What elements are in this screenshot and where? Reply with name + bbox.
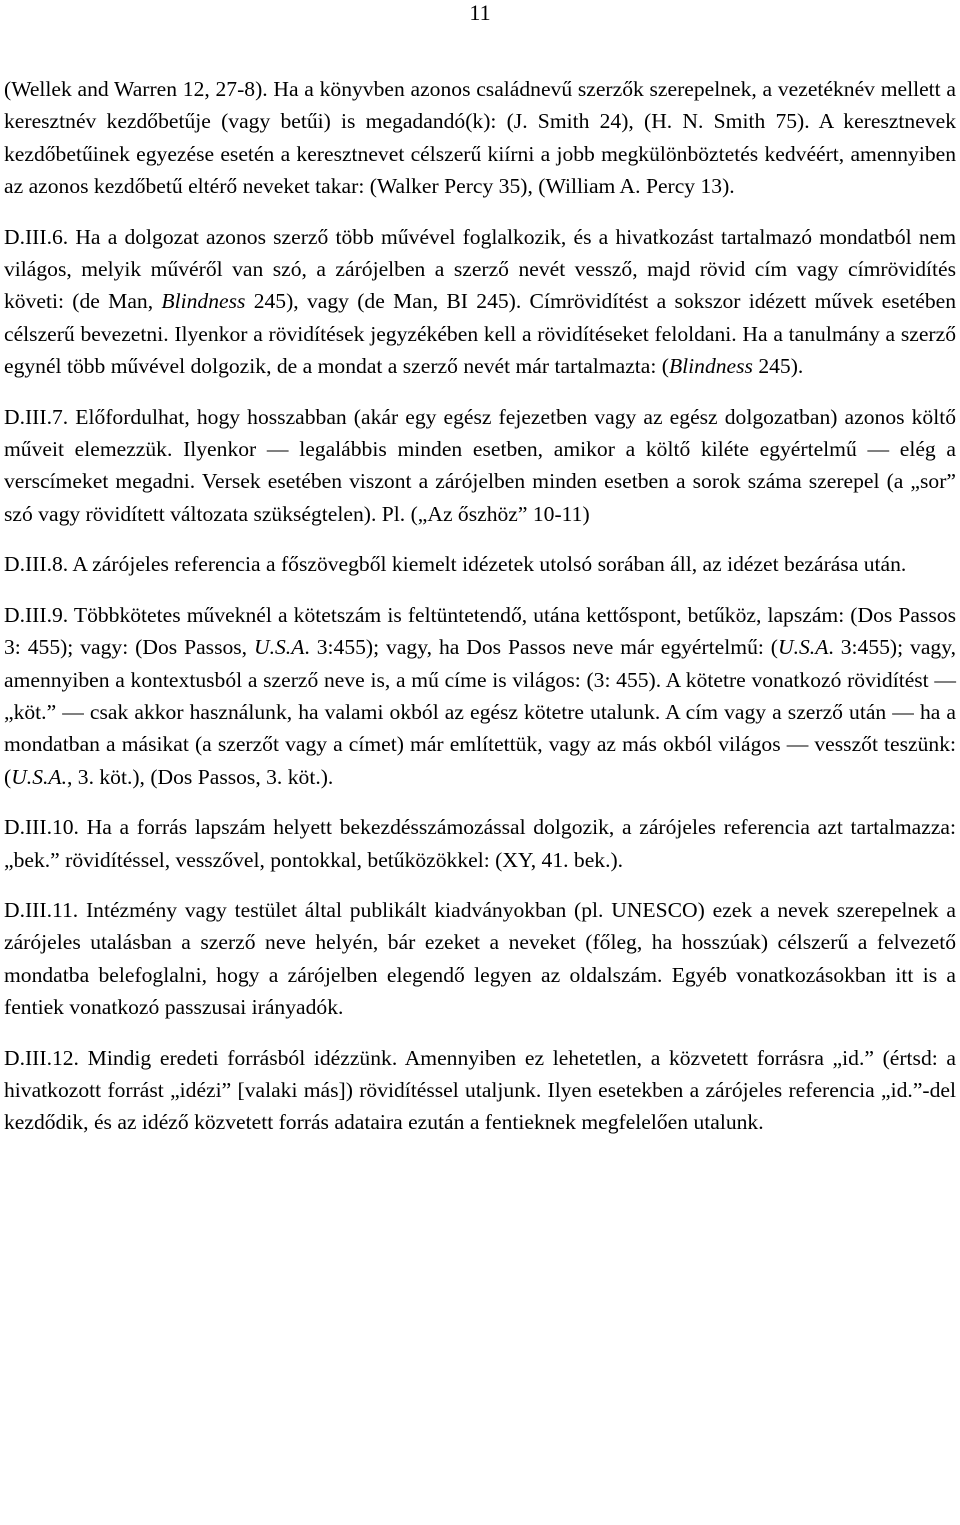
paragraph-d-iii-9 bbox=[4, 599, 956, 793]
italic-title: Blindness bbox=[161, 289, 246, 314]
text-segment: D.III.7. Előfordulhat, hogy hosszabban (akár egy egész fejezetben vagy az egész dolgozatban) azonos költő műveit elemezzük. Ilyenkor — legalábbis minden esetben, amikor a költő kiléte egyértelmű — elég a verscímeket megadni. Versek esetében viszont a zárójelben minden esetben a sorok száma szerepel (a „sor” szó vagy rövidített változata szükségtelen). Pl. („Az őszhöz” 10-11) bbox=[4, 404, 956, 526]
paragraph-d-iii-6 bbox=[4, 221, 956, 383]
italic-title: U.S.A bbox=[254, 635, 305, 660]
document-body bbox=[4, 73, 956, 1139]
text-segment: . 3:455); vagy, amennyiben a kontextusból a szerző neve is, a mű címe is világos: (3: 455). A kötetre vonatkozó rövidítést — „köt.” — csak akkor használunk, ha valami okból az egész kötetre utalunk. A cím vagy a szerző után — ha a mondatban a másikat (a szerzőt vagy a címet) már említettük, vagy az más okból világos — vesszőt teszünk: ( bbox=[4, 635, 957, 789]
page-number: 11 bbox=[469, 0, 491, 25]
text-segment: 245), vagy (de Man, BI 245). Címrövidítést a sokszor idézett művek esetében célszerű bevezetni. Ilyenkor a rövidítések jegyzékében kell a rövidítéseket feloldani. Ha a tanulmány a szerző egynél több művével dolgozik, de a mondat a szerző nevét már tartalmazta: ( bbox=[4, 289, 956, 379]
italic-title: U.S.A. bbox=[11, 764, 67, 789]
italic-title: Blindness bbox=[668, 354, 753, 379]
text-segment: D.III.8. A zárójeles referencia a főszövegből kiemelt idézetek utolsó sorában áll, az idézet bezárása után. bbox=[4, 552, 907, 577]
text-segment: , 3. köt.), (Dos Passos, 3. köt.). bbox=[66, 764, 334, 789]
paragraph-d-iii-8 bbox=[4, 548, 956, 580]
text-segment: D.III.9. Többkötetes műveknél a kötetszám is feltüntetendő, utána kettőspont, betűköz, lapszám: (Dos Passos 3: 455); vagy: (Dos Passos, bbox=[4, 602, 956, 660]
paragraph-author-initials bbox=[4, 73, 956, 203]
paragraph-d-iii-11 bbox=[4, 894, 956, 1024]
text-segment: 245). bbox=[752, 354, 804, 379]
paragraph-d-iii-10 bbox=[4, 811, 956, 876]
paragraph-d-iii-7 bbox=[4, 401, 956, 531]
paragraph-d-iii-12 bbox=[4, 1042, 956, 1139]
text-segment: (Wellek and Warren 12, 27-8). Ha a könyvben azonos családnevű szerzők szerepelnek, a vezetéknév mellett a keresztnév kezdőbetűje (vagy betűi) is megadandó(k): (J. Smith 24), (H. N. Smith 75). A keresztnevek kezdőbetűinek egyezése esetén a keresztnevet célszerű kiírni a jobb megkülönböztetés kedvéért, amennyiben az azonos kezdőbetű eltérő neveket takar: (Walker Percy 35), (William A. Percy 13). bbox=[4, 77, 956, 199]
text-segment: D.III.12. Mindig eredeti forrásból idézzünk. Amennyiben ez lehetetlen, a közvetett forrásra „id.” (értsd: a hivatkozott forrást „idézi” [valaki más]) rövidítéssel utaljunk. Ilyen esetekben a zárójeles referencia „id.”-del kezdődik, és az idéző közvetett forrás adataira ezután a fentieknek megfelelően utalunk. bbox=[4, 1045, 956, 1135]
text-segment: D.III.6. Ha a dolgozat azonos szerző több művével foglalkozik, és a hivatkozást tartalmazó mondatból nem világos, melyik művéről van szó, a zárójelben a szerző nevét vessző, majd rövid cím vagy címrövidítés követi: (de Man, bbox=[4, 224, 956, 314]
text-segment: D.III.11. Intézmény vagy testület által publikált kiadványokban (pl. UNESCO) ezek a nevek szerepelnek a zárójeles utalásban a szerző neve helyén, bár ezeket a neveket (főleg, ha hosszúak) célszerű a felvezető mondatba belefoglalni, hogy a zárójelben elegendő legyen az oldalszám. Egyéb vonatkozásokban itt is a fentiek vonatkozó passzusai irányadók. bbox=[4, 897, 956, 1020]
text-segment: . 3:455); vagy, ha Dos Passos neve már egyértelmű: ( bbox=[304, 635, 778, 660]
text-segment: D.III.10. Ha a forrás lapszám helyett bekezdésszámozással dolgozik, a zárójeles referencia azt tartalmazza: „bek.” rövidítéssel, vesszővel, pontokkal, betűközökkel: (XY, 41. bek.). bbox=[4, 815, 956, 872]
italic-title: U.S.A bbox=[778, 635, 829, 660]
